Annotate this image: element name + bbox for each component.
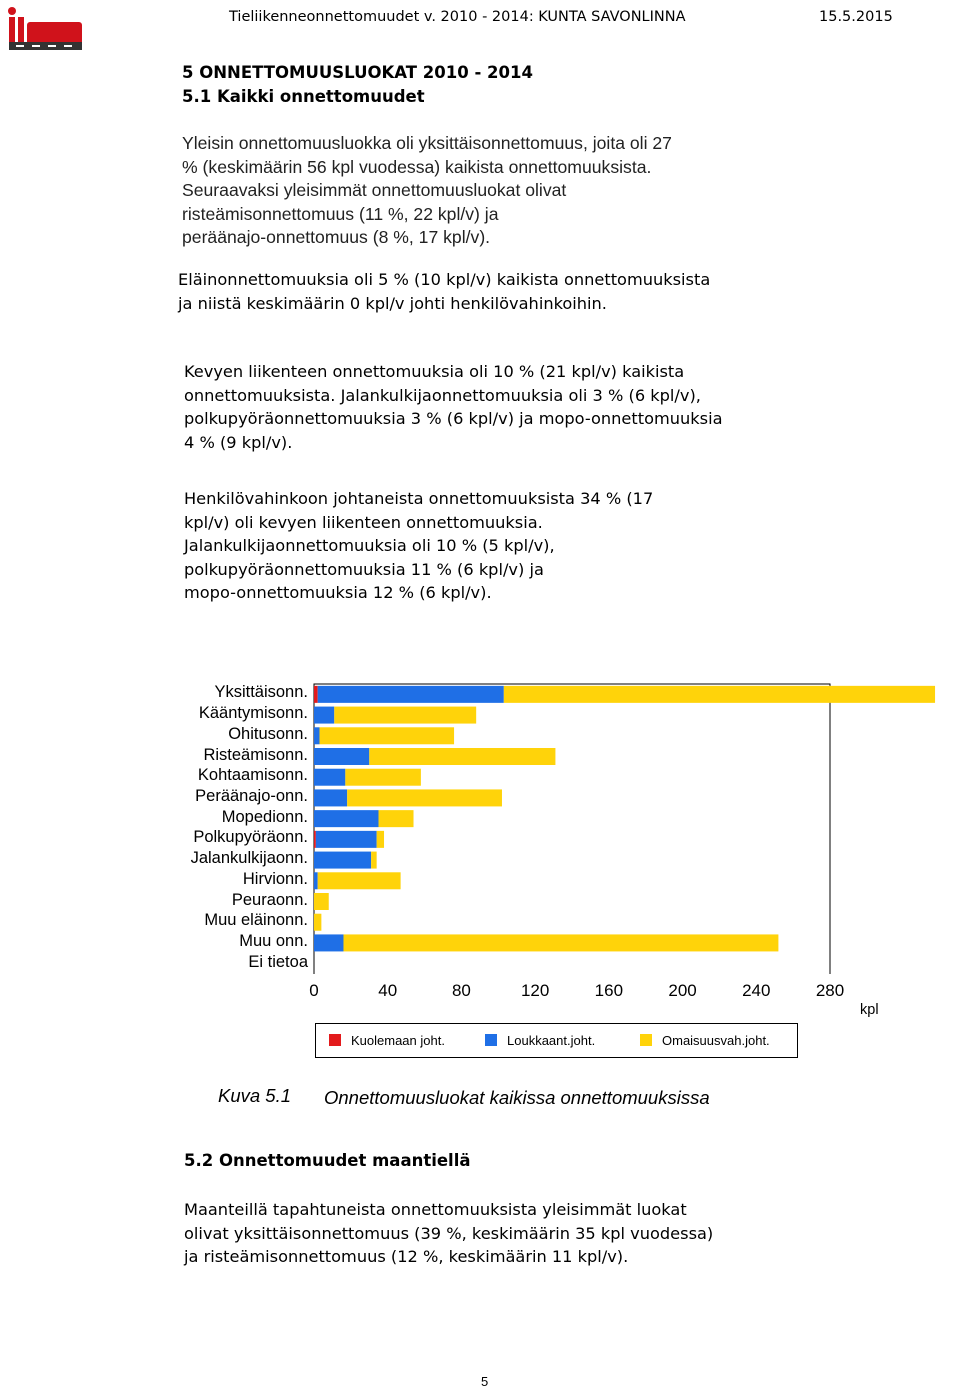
legend-label-property: Omaisuusvah.joht. [662, 1033, 770, 1048]
text-line: Eläinonnettomuuksia oli 5 % (10 kpl/v) kaikista onnettomuuksista [178, 270, 711, 289]
x-tick-label: 0 [309, 981, 319, 1000]
legend-swatch-fatal [329, 1034, 341, 1046]
bar-injury [314, 769, 345, 786]
bar-property [318, 872, 401, 889]
category-label: Peräänajo-onn. [195, 786, 308, 805]
bar-property [377, 831, 384, 848]
category-label: Jalankulkijaonn. [190, 849, 308, 868]
category-label: Mopedionn. [221, 807, 308, 826]
bar-property [320, 727, 455, 744]
legend-label-injury: Loukkaant.joht. [507, 1033, 596, 1048]
text-line: mopo-onnettomuuksia 12 % (6 kpl/v). [184, 583, 492, 602]
category-label: Risteämisonn. [203, 745, 308, 764]
legend-swatch-property [640, 1034, 652, 1046]
bar-property [345, 769, 421, 786]
x-tick-label: 80 [451, 981, 471, 1000]
bar-injury [314, 748, 369, 765]
bar-fatal [314, 831, 316, 848]
bar-injury [318, 686, 504, 703]
x-tick-label: 200 [668, 981, 697, 1000]
bar-injury [314, 707, 334, 724]
text-line: 4 % (9 kpl/v). [184, 432, 293, 452]
legend-item-injury [485, 1033, 595, 1048]
text-line: ja risteämisonnettomuus (12 %, keskimäärin 11 kpl/v). [184, 1247, 629, 1266]
text-line: polkupyöräonnettomuuksia 3 % (6 kpl/v) ja mopo-onnettomuuksia [184, 409, 723, 428]
x-tick-label: 120 [520, 981, 550, 1000]
legend-item-fatal [329, 1033, 445, 1048]
category-label: Ei tietoa [248, 952, 308, 971]
x-tick-label: 160 [594, 981, 624, 1000]
bar-injury [314, 852, 371, 869]
text-line: risteämisonnettomuus (11 %, 22 kpl/v) ja [182, 203, 499, 224]
text-line: polkupyöräonnettomuuksia 11 % (6 kpl/v) ja [184, 559, 544, 579]
paragraph-main-roads [184, 1198, 713, 1269]
bar-injury [314, 789, 347, 806]
header-title: Tieliikenneonnettomuudet v. 2010 - 2014: KUNTA SAVONLINNA [229, 9, 686, 25]
category-label: Yksittäisonn. [214, 683, 308, 702]
category-label: Muu eläinonn. [204, 911, 308, 930]
bar-property [347, 789, 502, 806]
section-heading: 5 ONNETTOMUUSLUOKAT 2010 - 2014 [182, 63, 533, 82]
category-label: Peuraonn. [231, 890, 308, 909]
chart-legend [315, 1023, 798, 1058]
bar-injury [316, 831, 377, 848]
text-line: olivat yksittäisonnettomuus (39 %, keskimäärin 35 kpl vuodessa) [184, 1223, 714, 1243]
category-label: Ohitusonn. [228, 724, 308, 743]
text-line: Seuraavaksi yleisimmät onnettomuusluokat olivat [182, 180, 567, 201]
text-line: kpl/v) oli kevyen liikenteen onnettomuuksia. [184, 512, 543, 532]
bar-property [314, 893, 329, 910]
x-tick-label: 280 [815, 981, 845, 1000]
text-line: Jalankulkijaonnettomuuksia oli 10 % (5 kpl/v), [184, 536, 555, 555]
legend-label-fatal: Kuolemaan joht. [351, 1033, 445, 1048]
category-label: Kohtaamisonn. [197, 766, 308, 785]
text-line: Yleisin onnettomuusluokka oli yksittäisonnettomuus, joita oli 27 [182, 133, 672, 153]
bar-property [504, 686, 935, 703]
section2-heading: 5.2 Onnettomuudet maantiellä [184, 1151, 471, 1170]
text-line: onnettomuuksista. Jalankulkijaonnettomuuksia oli 3 % (6 kpl/v), [184, 385, 701, 405]
bar-injury [314, 872, 318, 889]
x-axis-unit-label: kpl [860, 1002, 879, 1018]
text-line: ja niistä keskimäärin 0 kpl/v johti henkilövahinkoihin. [178, 293, 607, 313]
bar-injury [314, 934, 343, 951]
bar-injury [314, 810, 379, 827]
figure-number: Kuva 5.1 [218, 1085, 292, 1106]
bar-fatal [314, 686, 318, 703]
legend-swatch-injury [485, 1034, 497, 1046]
text-line: Henkilövahinkoon johtaneista onnettomuuksista 34 % (17 [184, 489, 654, 508]
bar-injury [314, 727, 320, 744]
legend-item-property [640, 1033, 770, 1048]
bar-property [334, 707, 476, 724]
bar-property [369, 748, 555, 765]
category-label: Hirvionn. [242, 869, 308, 888]
bar-property [343, 934, 778, 951]
category-label: Polkupyöräonn. [193, 828, 308, 847]
section-subheading: 5.1 Kaikki onnettomuudet [182, 87, 425, 106]
figure-caption: Onnettomuusluokat kaikissa onnettomuuksissa [324, 1087, 710, 1108]
header-date: 15.5.2015 [819, 9, 893, 25]
x-tick-label: 40 [378, 981, 398, 1000]
text-line: Maanteillä tapahtuneista onnettomuuksista yleisimmät luokat [184, 1200, 687, 1219]
category-label: Muu onn. [239, 931, 308, 950]
page-number: 5 [481, 1374, 489, 1389]
bar-property [371, 852, 377, 869]
bar-property [314, 914, 321, 931]
x-tick-label: 240 [742, 981, 771, 1000]
category-label: Kääntymisonn. [198, 704, 308, 723]
text-line: % (keskimäärin 56 kpl vuodessa) kaikista onnettomuuksista. [182, 156, 652, 177]
text-line: Kevyen liikenteen onnettomuuksia oli 10 % (21 kpl/v) kaikista [184, 362, 685, 381]
bar-property [379, 810, 414, 827]
text-line: peräänajo-onnettomuus (8 %, 17 kpl/v). [182, 227, 491, 248]
